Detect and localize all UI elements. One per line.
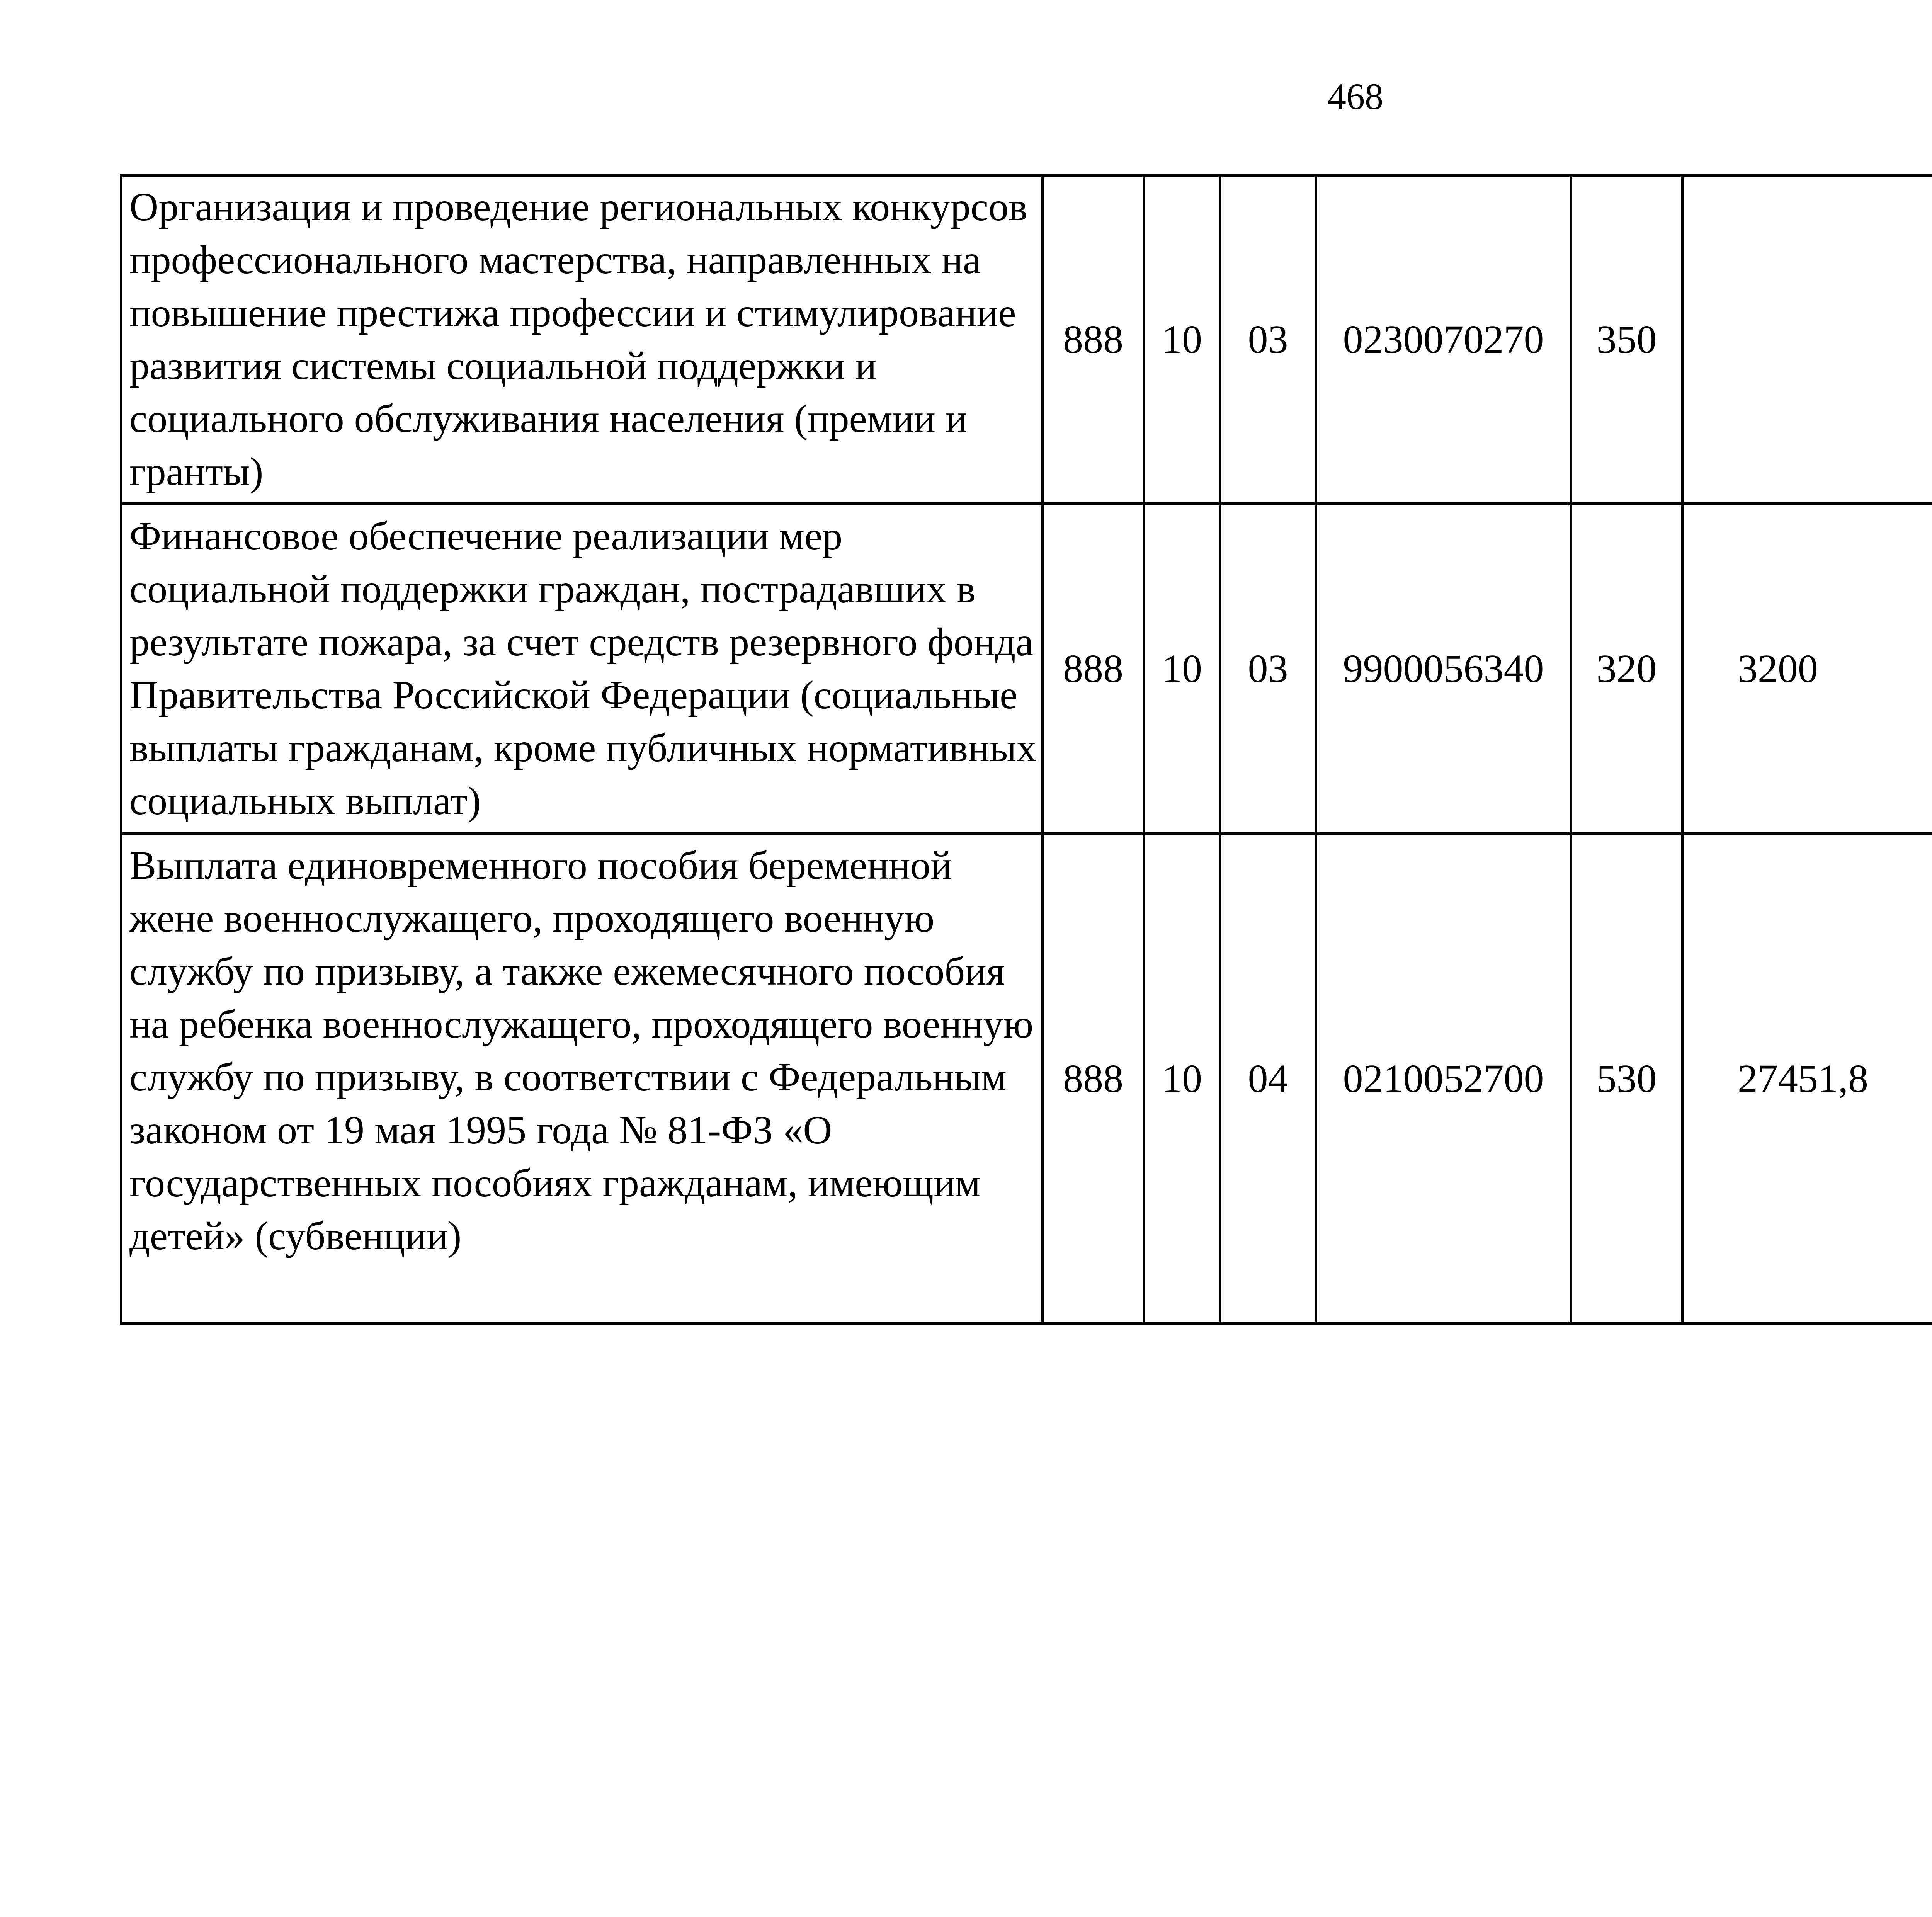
subsection-code: 04 bbox=[1220, 834, 1316, 1324]
row-description: Финансовое обеспечение реализации мер социальной поддержки граждан, пострадавших в результате пожара, за счет средств резервного фонда Правительства Российской Федерации (социальные выплаты гражданам, кроме публичных нормативных социальных выплат) bbox=[121, 503, 1043, 834]
subsection-code: 03 bbox=[1220, 175, 1316, 503]
section-code: 10 bbox=[1144, 175, 1220, 503]
amount-year-1: 3200 bbox=[1682, 503, 1932, 834]
subsection-code: 03 bbox=[1220, 503, 1316, 834]
section-code: 10 bbox=[1144, 834, 1220, 1324]
expense-type-code: 530 bbox=[1571, 834, 1682, 1324]
target-article-code: 0210052700 bbox=[1316, 834, 1571, 1324]
ministry-code: 888 bbox=[1043, 503, 1144, 834]
table-row bbox=[121, 175, 1932, 503]
section-code: 10 bbox=[1144, 503, 1220, 834]
target-article-code: 9900056340 bbox=[1316, 503, 1571, 834]
row-description: Выплата единовременного пособия беременной жене военнослужащего, проходящего военную службу по призыву, а также ежемесячного пособия на ребенка военнослужащего, проходящего военную службу по призыву, в соответствии с Федеральным законом от 19 мая 1995 года № 81-ФЗ «О государственных пособиях гражданам, имеющим детей» (субвенции) bbox=[121, 834, 1043, 1324]
table-row bbox=[121, 503, 1932, 834]
page-number: 468 bbox=[1328, 76, 1383, 117]
ministry-code: 888 bbox=[1043, 175, 1144, 503]
row-description: Организация и проведение региональных конкурсов профессионального мастерства, направленных на повышение престижа профессии и стимулирование развития системы социальной поддержки и социального обслуживания населения (премии и гранты) bbox=[121, 175, 1043, 503]
amount-year-1: 27451,8 bbox=[1682, 834, 1932, 1324]
amount-year-1 bbox=[1682, 175, 1932, 503]
table-row bbox=[121, 834, 1932, 1324]
budget-table bbox=[120, 174, 1932, 1325]
target-article-code: 0230070270 bbox=[1316, 175, 1571, 503]
expense-type-code: 320 bbox=[1571, 503, 1682, 834]
expense-type-code: 350 bbox=[1571, 175, 1682, 503]
ministry-code: 888 bbox=[1043, 834, 1144, 1324]
